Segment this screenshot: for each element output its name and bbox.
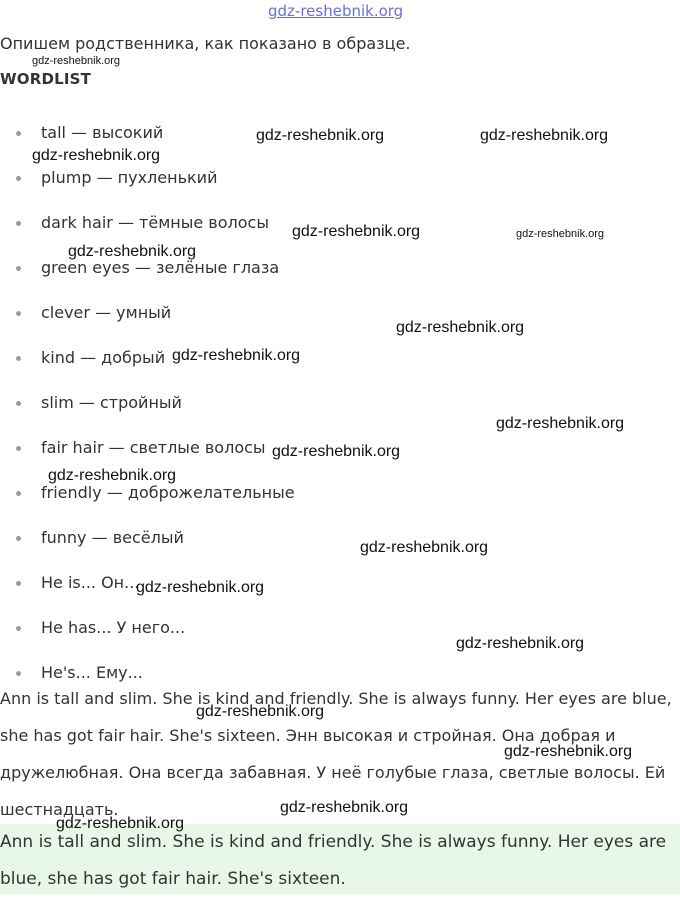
watermark: gdz-reshebnik.org — [292, 223, 421, 240]
bullet-icon — [16, 131, 21, 136]
sample-paragraph: Ann is tall and slim. She is kind and friendly. She is always funny. Her eyes are blue, she has got fair hair. She's sixteen. Энн высокая и стройная. Она добрая и дружелюбная. Она всегда забавная. У неё голубые глаза, светлые волосы. Ей шестнадцать. — [0, 689, 672, 819]
watermark: gdz-reshebnik.org — [496, 415, 625, 432]
list-item-text: funny — весёлый — [41, 528, 184, 547]
word-list — [0, 113, 295, 698]
list-item — [0, 608, 295, 653]
watermark: gdz-reshebnik.org — [32, 147, 161, 164]
watermark: gdz-reshebnik.org — [172, 347, 301, 364]
bullet-icon — [16, 221, 21, 226]
watermark: gdz-reshebnik.org — [196, 703, 325, 720]
list-item-text: friendly — доброжелательные — [41, 483, 295, 502]
list-item-text: He's... Ему... — [41, 663, 143, 682]
list-item-text: fair hair — светлые волосы — [41, 438, 266, 457]
watermark: gdz-reshebnik.org — [504, 743, 633, 760]
watermark: gdz-reshebnik.org — [272, 443, 401, 460]
list-item-text: dark hair — тёмные волосы — [41, 213, 269, 232]
watermark: gdz-reshebnik.org — [280, 799, 409, 816]
list-item — [0, 293, 295, 338]
watermark: gdz-reshebnik.org — [56, 815, 185, 832]
bullet-icon — [16, 671, 21, 676]
watermark: gdz-reshebnik.org — [256, 127, 385, 144]
bullet-icon — [16, 401, 21, 406]
site-header-link[interactable]: gdz-reshebnik.org — [268, 2, 404, 20]
watermark: gdz-reshebnik.org — [68, 243, 197, 260]
answer-box — [0, 824, 680, 894]
watermark: gdz-reshebnik.org — [32, 55, 121, 67]
watermark: gdz-reshebnik.org — [396, 319, 525, 336]
watermark: gdz-reshebnik.org — [48, 467, 177, 484]
list-item — [0, 383, 295, 428]
bullet-icon — [16, 626, 21, 631]
bullet-icon — [16, 446, 21, 451]
list-item-text: clever — умный — [41, 303, 172, 322]
bullet-icon — [16, 176, 21, 181]
list-item-text: kind — добрый — [41, 348, 166, 367]
bullet-icon — [16, 311, 21, 316]
watermark: gdz-reshebnik.org — [516, 228, 605, 240]
list-item-text: slim — стройный — [41, 393, 182, 412]
watermark: gdz-reshebnik.org — [360, 539, 489, 556]
list-item-text: green eyes — зелёные глаза — [41, 258, 280, 277]
list-item-text: He has... У него... — [41, 618, 186, 637]
bullet-icon — [16, 581, 21, 586]
answer-text: Ann is tall and slim. She is kind and friendly. She is always funny. Her eyes are blue, she has got fair hair. She's sixteen. — [0, 832, 667, 889]
list-item — [0, 518, 295, 563]
watermark: gdz-reshebnik.org — [480, 127, 609, 144]
wordlist-title: WORDLIST — [0, 70, 92, 88]
watermark: gdz-reshebnik.org — [456, 635, 585, 652]
watermark: gdz-reshebnik.org — [136, 579, 265, 596]
bullet-icon — [16, 491, 21, 496]
list-item-text: He is... Он... — [41, 573, 140, 592]
bullet-icon — [16, 536, 21, 541]
list-item — [0, 203, 295, 248]
list-item-text: tall — высокий — [41, 123, 164, 142]
intro-text: Опишем родственника, как показано в образце. — [0, 34, 411, 53]
bullet-icon — [16, 266, 21, 271]
list-item-text: plump — пухленький — [41, 168, 218, 187]
bullet-icon — [16, 356, 21, 361]
